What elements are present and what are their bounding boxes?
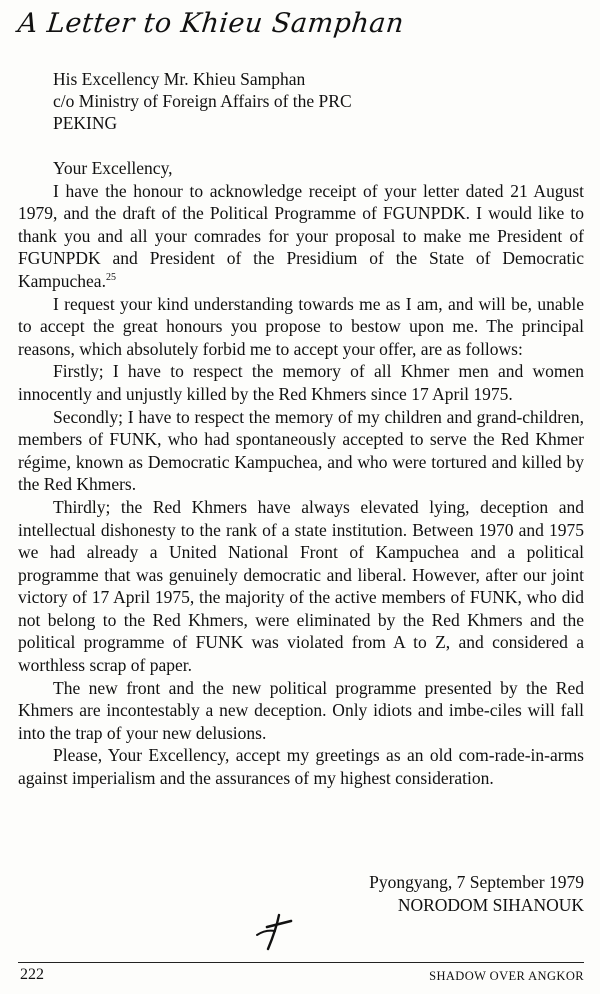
handwritten-signature-icon — [253, 913, 305, 953]
footnote-marker: 25 — [105, 272, 116, 284]
paragraph-acknowledgement-text: I have the honour to acknowledge receipt of your letter dated 21 August 1979, and the draft of the Political Programme of FGUNPDK. I would like to thank you and all your comrades for your proposal to make me President of FGUNPDK and President of the Presidium of the State of Democratic Kampuchea. — [18, 180, 584, 291]
page-number: 222 — [20, 966, 44, 983]
address-line-ministry: c/o Ministry of Foreign Affairs of the PRC — [53, 91, 352, 111]
page-title: A Letter to Khieu Samphan — [16, 8, 406, 39]
running-head: SHADOW OVER ANGKOR — [429, 969, 584, 983]
signatory-name: NORODOM SIHANOUK — [397, 894, 584, 915]
recipient-address — [53, 68, 352, 134]
footer-divider — [18, 962, 584, 963]
salutation: Your Excellency, — [53, 158, 173, 178]
paragraph-third-reason: Thirdly; the Red Khmers have always elevated lying, deception and intellectual dishonesty to the rank of a state institution. Between 1970 and 1975 we had already a United National Front of Kampuchea and a political programme that was genuinely democratic and liberal. However, after our joint victory of 17 April 1975, the majority of the active members of FUNK, who did not belong to the Red Khmers, were eliminated by the Red Khmers and the political programme of FUNK was violated from A to Z, and considered a worthless scrap of paper. — [18, 496, 584, 676]
paragraph-new-deception: The new front and the new political programme presented by the Red Khmers are incontestably a new deception. Only idiots and imbe-ciles will fall into the trap of your new delusions. — [18, 677, 584, 743]
paragraph-refusal: I request your kind understanding towards me as I am, and will be, unable to accept the great honours you propose to bestow upon me. The principal reasons, which absolutely forbid me to accept your offer, are as follows: — [18, 293, 584, 359]
paragraph-second-reason: Secondly; I have to respect the memory of my children and grand-children, members of FUNK, who had spontaneously accepted to serve the Red Khmer régime, known as Democratic Kampuchea, and who were tortured and killed by the Red Khmers. — [18, 406, 584, 495]
letter-body — [18, 157, 584, 790]
address-line-recipient: His Excellency Mr. Khieu Samphan — [53, 69, 306, 89]
address-line-city: PEKING — [53, 113, 118, 133]
paragraph-first-reason: Firstly; I have to respect the memory of all Khmer men and women innocently and unjustly killed by the Red Khmers since 17 April 1975. — [18, 361, 584, 404]
paragraph-acknowledgement — [18, 180, 584, 293]
paragraph-greetings: Please, Your Excellency, accept my greetings as an old com-rade-in-arms against imperialism and the assurances of my highest consideration. — [18, 745, 584, 789]
place-and-date: Pyongyang, 7 September 1979 — [369, 872, 584, 892]
closing-block — [0, 871, 584, 916]
